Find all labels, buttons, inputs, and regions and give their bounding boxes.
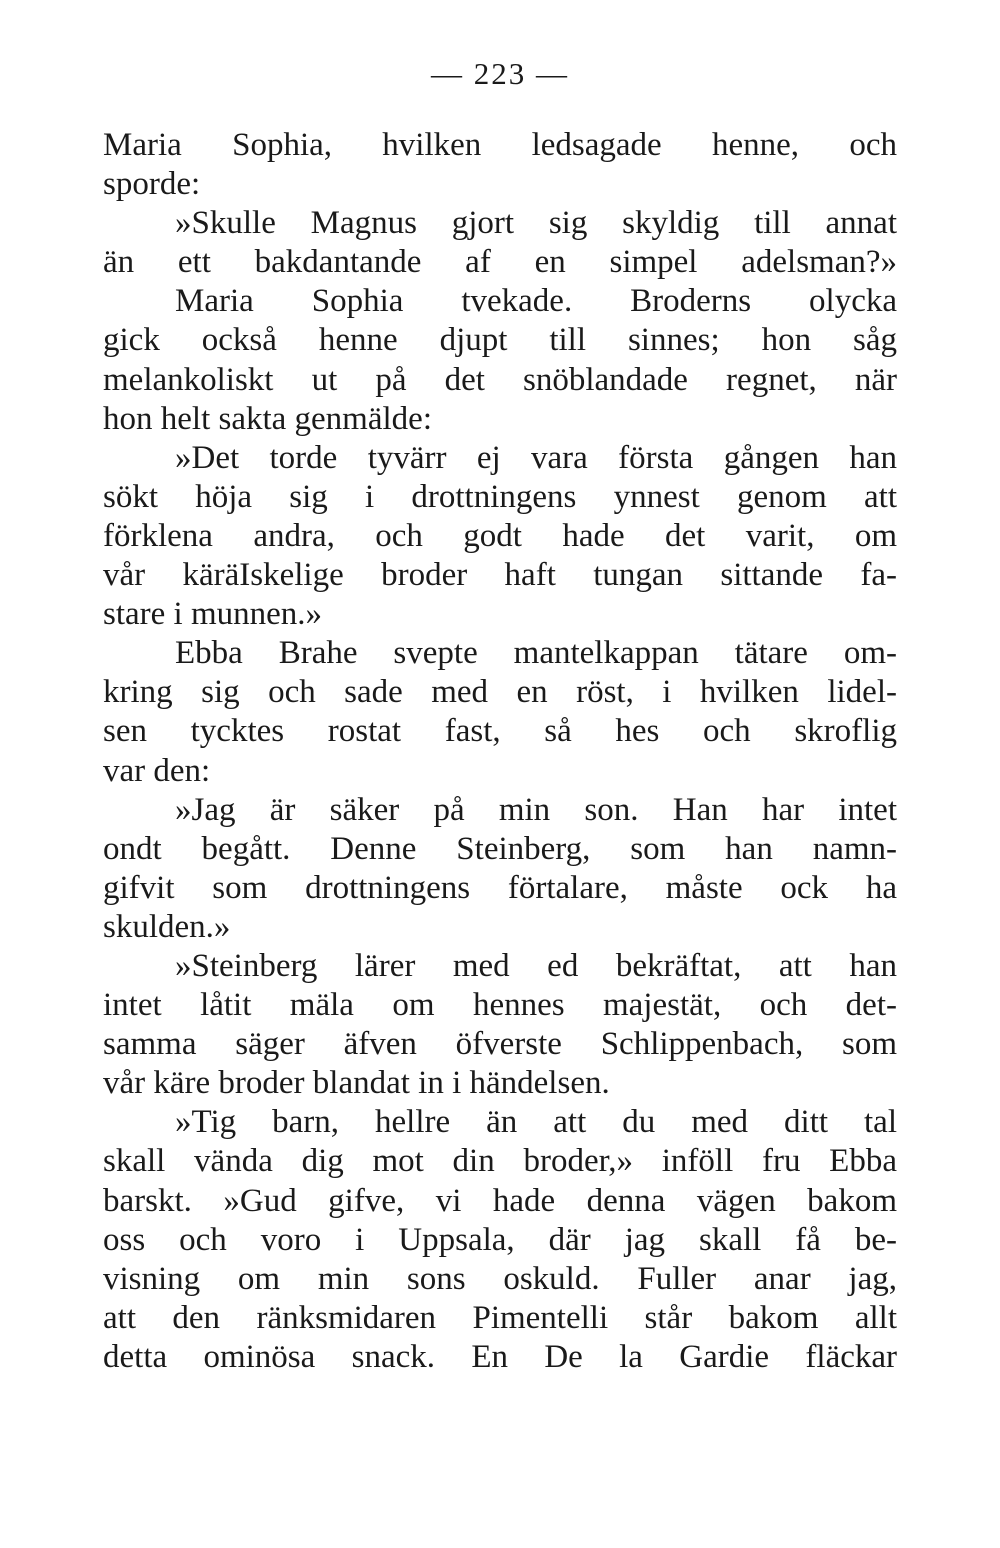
text-line: detta ominösa snack. En De la Gardie fläckar bbox=[103, 1338, 897, 1375]
text-line: visning om min sons oskuld. Fuller anar jag, bbox=[103, 1260, 897, 1297]
text-line: skall vända dig mot din broder,» inföll fru Ebba bbox=[103, 1143, 897, 1180]
text-line: sökt höja sig i drottningens ynnest genom att bbox=[103, 478, 897, 515]
text-line: »Steinberg lärer med ed bekräftat, att han bbox=[175, 947, 897, 984]
text-line: vår käräIskelige broder haft tungan sittande fa- bbox=[103, 557, 897, 594]
text-line: stare i munnen.» bbox=[103, 596, 323, 633]
text-line: »Tig barn, hellre än att du med ditt tal bbox=[175, 1104, 897, 1141]
text-line: barskt. »Gud gifve, vi hade denna vägen bakom bbox=[103, 1182, 897, 1219]
text-line: gifvit som drottningens förtalare, måste ock ha bbox=[103, 869, 897, 906]
text-line: vår käre broder blandat in i händelsen. bbox=[103, 1065, 610, 1102]
text-line: »Skulle Magnus gjort sig skyldig till annat bbox=[175, 205, 897, 242]
text-line: hon helt sakta genmälde: bbox=[103, 400, 432, 437]
text-line: än ett bakdantande af en simpel adelsman?» bbox=[103, 244, 897, 281]
text-line: »Det torde tyvärr ej vara första gången han bbox=[175, 439, 897, 476]
text-line: melankoliskt ut på det snöblandade regnet, när bbox=[103, 361, 897, 398]
text-line: var den: bbox=[103, 752, 211, 789]
text-line: sporde: bbox=[103, 166, 201, 203]
text-line: gick också henne djupt till sinnes; hon såg bbox=[103, 322, 897, 359]
text-line: Ebba Brahe svepte mantelkappan tätare om- bbox=[175, 635, 897, 672]
text-line: förklena andra, och godt hade det varit, om bbox=[103, 517, 897, 554]
text-line: att den ränksmidaren Pimentelli står bakom allt bbox=[103, 1299, 897, 1336]
text-line: sen tycktes rostat fast, så hes och skroflig bbox=[103, 713, 897, 750]
body-text bbox=[103, 126, 897, 1377]
text-line: ondt begått. Denne Steinberg, som han namn- bbox=[103, 830, 897, 867]
text-line: Maria Sophia, hvilken ledsagade henne, och bbox=[103, 127, 897, 163]
text-line: »Jag är säker på min son. Han har intet bbox=[175, 791, 897, 828]
text-line: samma säger äfven öfverste Schlippenbach, som bbox=[103, 1026, 897, 1063]
page-number: — 223 — bbox=[431, 56, 569, 91]
text-line: skulden.» bbox=[103, 908, 231, 945]
text-line: Maria Sophia tvekade. Broderns olycka bbox=[175, 283, 897, 320]
text-line: intet låtit mäla om hennes majestät, och det- bbox=[103, 987, 897, 1024]
text-line: oss och voro i Uppsala, där jag skall få be- bbox=[103, 1221, 897, 1258]
text-line: kring sig och sade med en röst, i hvilken lidel- bbox=[103, 674, 897, 711]
